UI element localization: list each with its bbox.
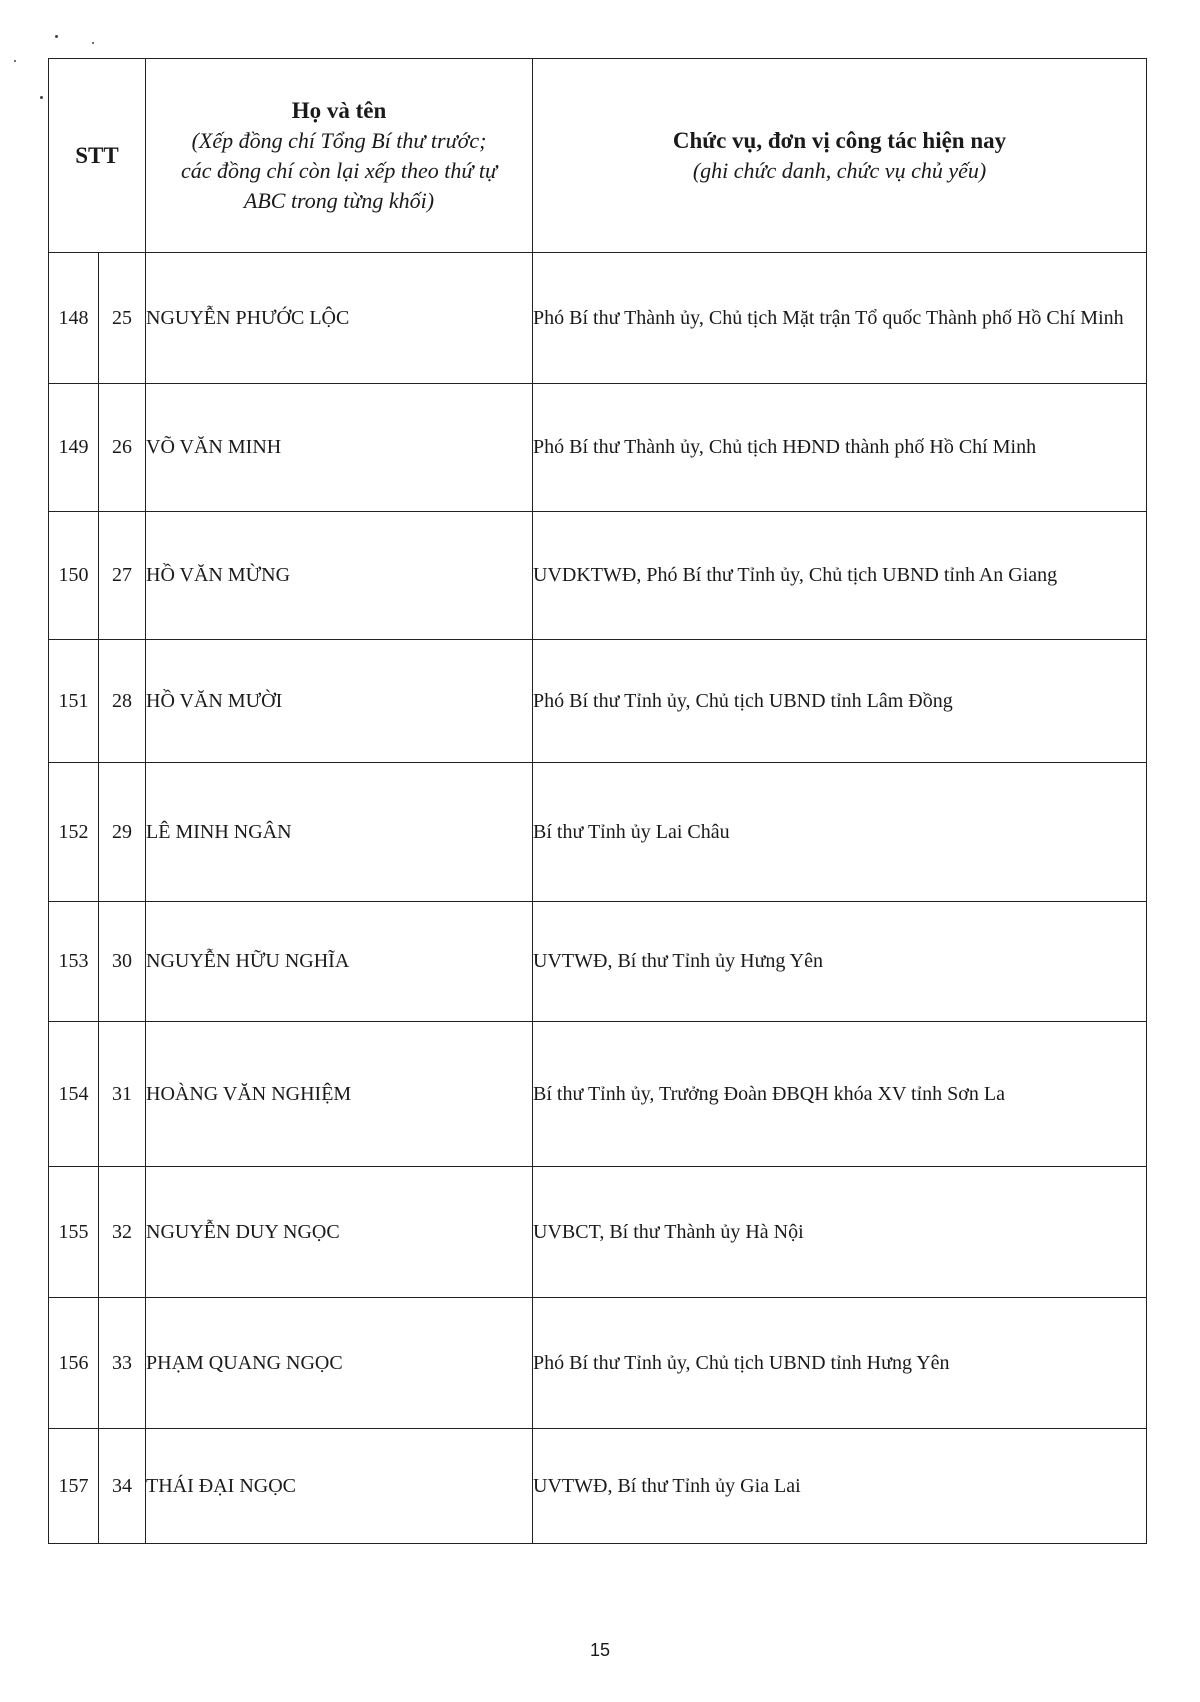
table-row	[49, 253, 1147, 384]
stt-cell: 151	[49, 640, 99, 763]
name-header-note: ABC trong từng khối)	[243, 187, 435, 213]
name-header-note: (Xếp đồng chí Tổng Bí thư trước;	[191, 127, 487, 153]
sub-stt-cell: 33	[99, 1298, 146, 1429]
scan-speck	[55, 35, 58, 38]
sub-stt-cell: 30	[99, 902, 146, 1022]
name-cell: NGUYỄN HỮU NGHĨA	[146, 902, 533, 1022]
name-cell: HỒ VĂN MỪNG	[146, 512, 533, 640]
stt-cell: 157	[49, 1429, 99, 1544]
position-cell: UVTWĐ, Bí thư Tỉnh ủy Hưng Yên	[533, 902, 1147, 1022]
name-cell: LÊ MINH NGÂN	[146, 763, 533, 902]
table-row	[49, 640, 1147, 763]
name-cell: NGUYỄN DUY NGỌC	[146, 1167, 533, 1298]
sub-stt-cell: 26	[99, 384, 146, 512]
name-header	[146, 59, 533, 253]
table-row	[49, 902, 1147, 1022]
table-row	[49, 1298, 1147, 1429]
sub-stt-cell: 31	[99, 1022, 146, 1167]
position-cell: Phó Bí thư Thành ủy, Chủ tịch HĐND thành phố Hồ Chí Minh	[533, 384, 1147, 512]
position-header	[533, 59, 1147, 253]
name-cell: VÕ VĂN MINH	[146, 384, 533, 512]
position-cell: Phó Bí thư Tỉnh ủy, Chủ tịch UBND tỉnh Lâm Đồng	[533, 640, 1147, 763]
position-cell: Bí thư Tỉnh ủy Lai Châu	[533, 763, 1147, 902]
table-row	[49, 1167, 1147, 1298]
sub-stt-cell: 32	[99, 1167, 146, 1298]
page-number: 15	[589, 1640, 611, 1660]
stt-cell: 149	[49, 384, 99, 512]
sub-stt-cell: 27	[99, 512, 146, 640]
position-header-title: Chức vụ, đơn vị công tác hiện nay	[672, 127, 1007, 153]
table-row	[49, 1022, 1147, 1167]
table-row	[49, 512, 1147, 640]
stt-cell: 156	[49, 1298, 99, 1429]
position-cell: UVTWĐ, Bí thư Tỉnh ủy Gia Lai	[533, 1429, 1147, 1544]
table-row	[49, 763, 1147, 902]
position-cell: UVBCT, Bí thư Thành ủy Hà Nội	[533, 1167, 1147, 1298]
personnel-table	[48, 58, 1147, 1544]
scan-speck	[40, 96, 43, 99]
sub-stt-cell: 28	[99, 640, 146, 763]
stt-cell: 152	[49, 763, 99, 902]
name-header-note: các đồng chí còn lại xếp theo thứ tự	[181, 157, 498, 183]
scan-speck	[92, 42, 94, 44]
table-row	[49, 1429, 1147, 1544]
position-cell: Phó Bí thư Tỉnh ủy, Chủ tịch UBND tỉnh Hưng Yên	[533, 1298, 1147, 1429]
stt-cell: 155	[49, 1167, 99, 1298]
stt-cell: 153	[49, 902, 99, 1022]
table-header-row	[49, 59, 1147, 253]
sub-stt-cell: 25	[99, 253, 146, 384]
position-cell: Phó Bí thư Thành ủy, Chủ tịch Mặt trận Tổ quốc Thành phố Hồ Chí Minh	[533, 253, 1147, 384]
name-cell: HỒ VĂN MƯỜI	[146, 640, 533, 763]
sub-stt-cell: 34	[99, 1429, 146, 1544]
name-cell: HOÀNG VĂN NGHIỆM	[146, 1022, 533, 1167]
table-row	[49, 384, 1147, 512]
stt-header: STT	[49, 59, 146, 253]
position-header-note: (ghi chức danh, chức vụ chủ yếu)	[692, 157, 987, 183]
position-cell: UVDKTWĐ, Phó Bí thư Tỉnh ủy, Chủ tịch UBND tỉnh An Giang	[533, 512, 1147, 640]
stt-cell: 154	[49, 1022, 99, 1167]
name-cell: THÁI ĐẠI NGỌC	[146, 1429, 533, 1544]
position-cell: Bí thư Tỉnh ủy, Trưởng Đoàn ĐBQH khóa XV tỉnh Sơn La	[533, 1022, 1147, 1167]
name-cell: PHẠM QUANG NGỌC	[146, 1298, 533, 1429]
name-cell: NGUYỄN PHƯỚC LỘC	[146, 253, 533, 384]
name-header-title: Họ và tên	[291, 97, 387, 123]
stt-cell: 148	[49, 253, 99, 384]
sub-stt-cell: 29	[99, 763, 146, 902]
scan-speck	[14, 60, 16, 62]
stt-cell: 150	[49, 512, 99, 640]
